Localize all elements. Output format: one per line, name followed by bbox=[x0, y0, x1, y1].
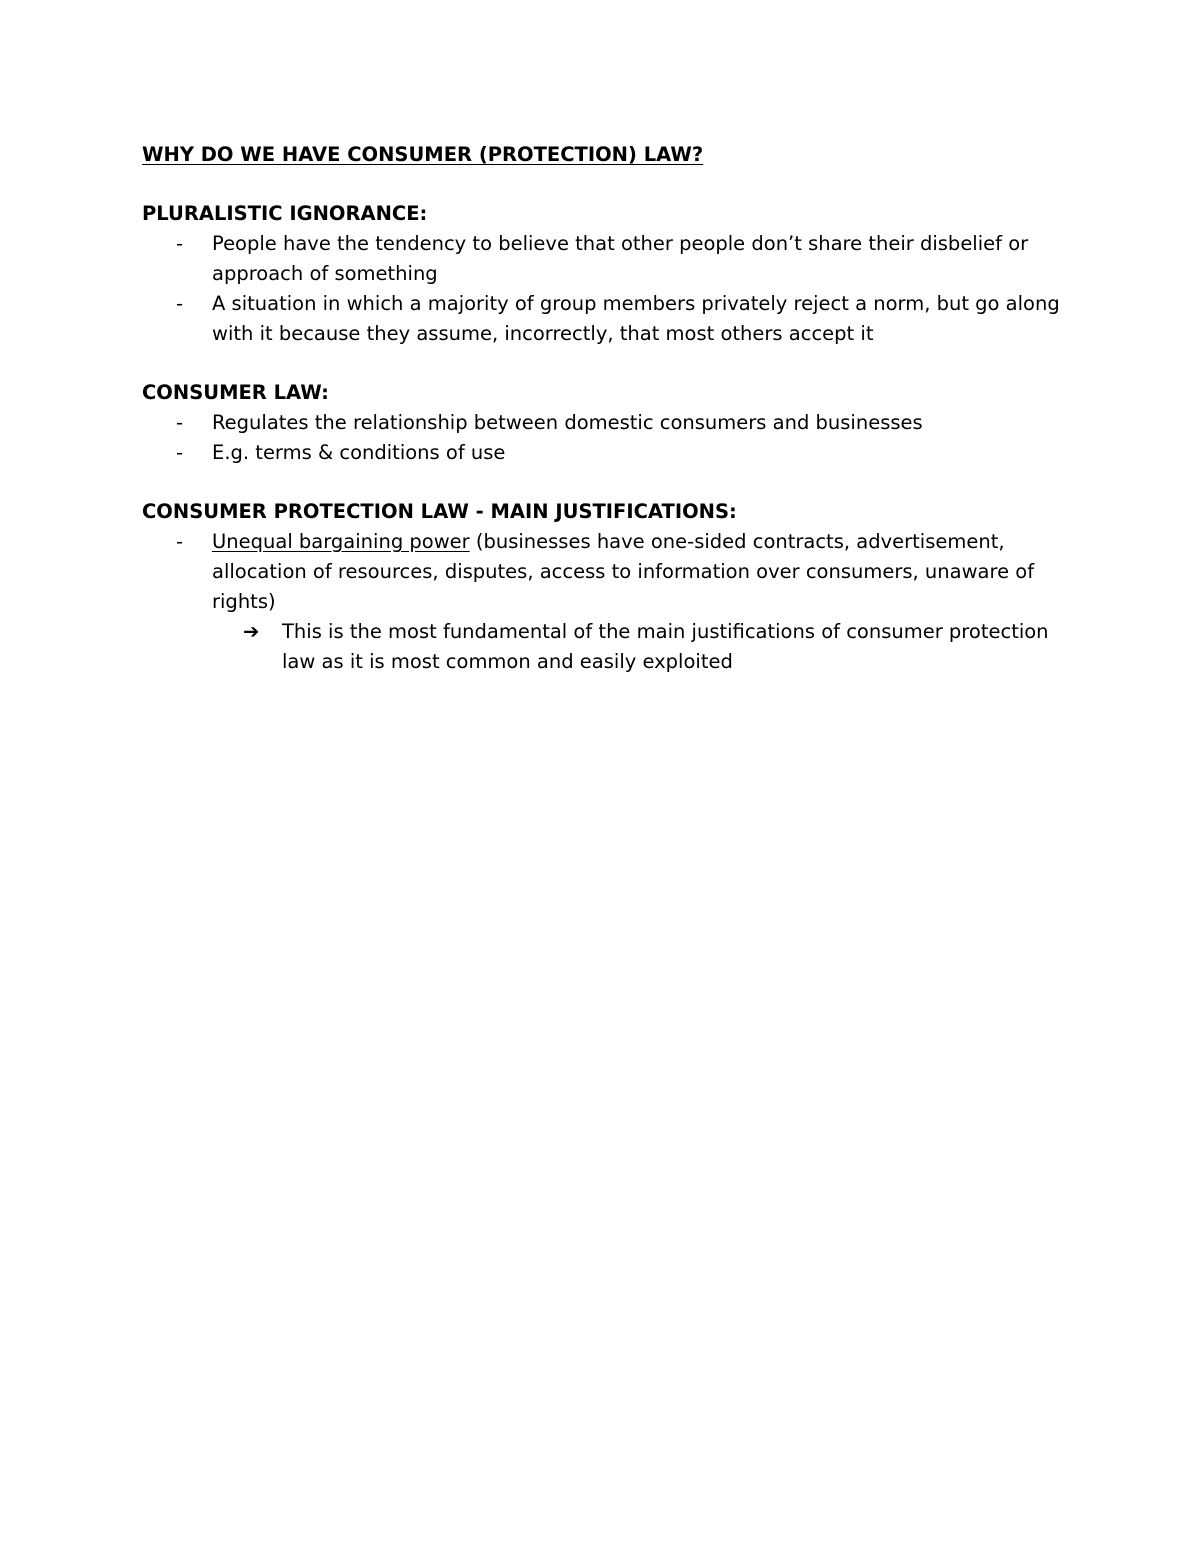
document-title: WHY DO WE HAVE CONSUMER (PROTECTION) LAW? bbox=[142, 143, 704, 166]
underlined-term: Unequal bargaining power bbox=[212, 530, 470, 553]
list-item-text: Regulates the relationship between domestic consumers and businesses bbox=[212, 411, 923, 434]
dash-bullet: - bbox=[176, 441, 184, 464]
dash-bullet: - bbox=[176, 411, 184, 434]
dash-bullet: - bbox=[176, 530, 184, 553]
arrow-right-icon: ➔ bbox=[243, 620, 260, 643]
heading-consumer-law: CONSUMER LAW: bbox=[142, 381, 329, 404]
list-item bbox=[142, 438, 1072, 468]
list-main-justifications bbox=[142, 527, 1072, 677]
list-item bbox=[142, 289, 1072, 349]
list-item bbox=[142, 527, 1072, 677]
list-pluralistic-ignorance bbox=[142, 229, 1072, 349]
list-consumer-law bbox=[142, 408, 1072, 468]
list-item bbox=[142, 408, 1072, 438]
list-item-text: E.g. terms & conditions of use bbox=[212, 441, 506, 464]
list-item-text: A situation in which a majority of group members privately reject a norm, but go along with it because they assume, incorrectly, that most others accept it bbox=[212, 292, 1060, 345]
dash-bullet: - bbox=[176, 292, 184, 315]
list-item-text: (businesses have one-sided contracts, advertisement, allocation of resources, disputes, access to information over consumers, unaware of rights) bbox=[212, 530, 1035, 613]
heading-main-justifications: CONSUMER PROTECTION LAW - MAIN JUSTIFICATIONS: bbox=[142, 500, 737, 523]
heading-pluralistic-ignorance: PLURALISTIC IGNORANCE: bbox=[142, 202, 428, 225]
sub-list-item bbox=[212, 617, 1072, 677]
list-item-text: People have the tendency to believe that other people don’t share their disbelief or approach of something bbox=[212, 232, 1029, 285]
sub-list-item-text: This is the most fundamental of the main justifications of consumer protection law as it is most common and easily exploited bbox=[282, 620, 1049, 673]
document-content bbox=[142, 140, 1072, 677]
sub-list bbox=[212, 617, 1072, 677]
list-item bbox=[142, 229, 1072, 289]
dash-bullet: - bbox=[176, 232, 184, 255]
